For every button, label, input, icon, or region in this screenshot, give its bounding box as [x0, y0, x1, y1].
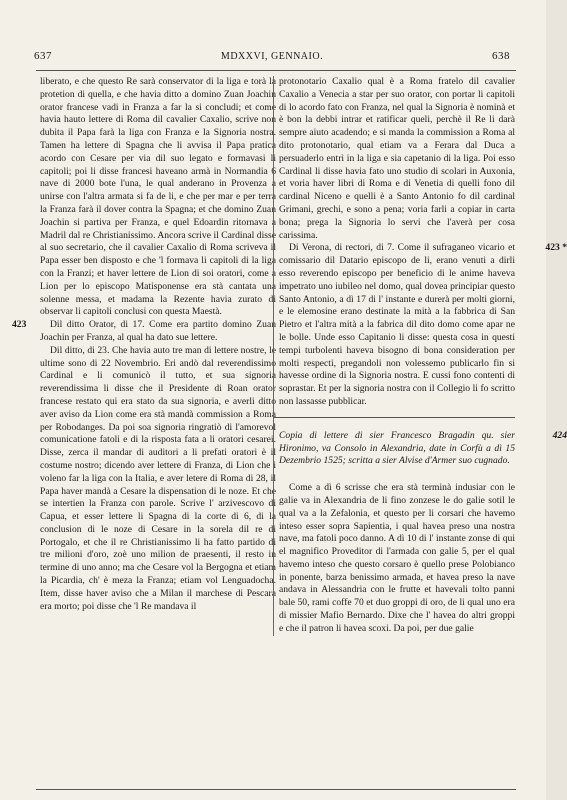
paragraph-text: Dil ditto Orator, di 17. Come era partito domino Zuan Joachin per Franza, al qual ha dato sue lettere.: [40, 319, 276, 343]
margin-number: 423: [12, 319, 27, 331]
paragraph-entry: [279, 242, 567, 408]
running-title: MDXXVI, GENNAIO.: [220, 51, 324, 62]
paragraph: Dil ditto, di 23. Che havia auto tre man di lettere nostre, le ultime sono di 22 Novembrio. Eri andò dal reverendissimo Cardinal e li comunicò il tutto, et sua signoria reverendissima li disse che il Presidente di Roan orator francese restato qui era stato da sua signoria, e averli ditto aver aviso da Lion come era stà mandà commission a Roma per Robodanges. Da poi soa signoria ringratiò di l'amorevol comunicatione fatoli e di la risposta fata a li oratori cesarei. Disse, zerca il mandar di auditori a li prefati oratori è il costume nostro; dicendo aver lettere di Franza, di Lion che i voleno far la liga con la Italia, e aver letere di Roma di 28, il Papa haver mandà a Cesare la dispensation di le noze. Et che se intertien la Franza con parole. Scrive l' arzivescovo di Capua, et esser lettere li Spagna di la corte di 6, di la conclusion di le noze di Cesare in la sorela dil re di Portogalo, et che il re Christianissimo li ha fatto partido di tre milioni d'oro, zoè uno milion de praesenti, il resto in termine di uno anno; ma che Cesare vol la Bergogna et etiam la Picardia, ch' è meza la Franza; etiam vol Lenguadocha. Item, disse haver aviso che a Milan il marchese di Pescara era morto; poi disse che 'l Re mandava il: [40, 344, 276, 612]
running-header: [34, 50, 510, 66]
header-rule: [36, 70, 516, 71]
paragraph: liberato, e che questo Re sarà conservator di la liga e torà la protetion di quella, e che havia ditto a domino Zuan Joachin orator francese vadi in Franza a far la si concludi; et come havia hauto lettere di Roma dil cavalier Caxalio, scrive non dubita il Papa farà la liga con Franza e la Signoria nostra. Tamen ha lettere di Spagna che li avvisa il Papa pratica acordo con Cesare per via dil suo legato e formavasi li capitoli; poi li disse francesi haveano armà in Normandia 6 nave di 2000 bote l'una, le qual anderano in Provenza a unirse con l'altra armata si fa de li, e che per mar e per terra la Franza farà il dover contra la Spagna; et che domino Zuan Joachin si partiva per Franza, e quel Edoardin ritornava a Madril dal re Christianissimo. Ancora scrive il Cardinal disse al suo secretario, che il cavalier Caxalio di Roma scriveva il Papa esser ben disposto e che 'l formava li capitoli di la liga con la Franzi; et haver lettere de Lion di soi oratori, come a Lion per lo episcopo Matisponense era stà cantata una solenne messa, et madama la Rezente havia zurato di observar li capitoli conclusi con questa Maestà.: [40, 76, 276, 318]
paragraph: protonotario Caxalio qual è a Roma fratelo dil cavalier Caxalio a Venecia a star per suo orator, con portar li capitoli di lo acordo fato con Franza, nel qual la Signoria è nominà et è bon la debbi intrar et ratificar queli, perchè il Re li darà sempre aiuto acadendo; e si manda la commission a Roma al dito protonotario, qual etiam va a Ferara dal Duca a persuaderlo entrì in la liga e sia capetanio di la liga. Poi esso Cardinal li disse havia fato uno studio di scolari in Auxonia, et voria haver libri di Roma e di Venetia di quelli fono dil cardinal Niceno e quelli è a Santo Antonio fo dil cardinal Grimani, grechi, e sono a pena; voria farli a copiar in carta bona; prega la Signoria lo servi che l'averà per cosa carissima.: [279, 76, 515, 241]
section-rule: [273, 417, 515, 418]
heading-text: Copia di lettere di sier Francesco Bragadin qu. sier Hironimo, va Consolo in Alexandria, date in Corfù a dì 15 Dezembrio 1525; scritta a sier Alvise d'Armer suo cugnado.: [279, 429, 515, 467]
margin-number: 423 *: [545, 242, 567, 254]
page-number-left: 637: [34, 50, 52, 62]
margin-number: 424: [552, 429, 567, 441]
left-column: [12, 76, 276, 613]
footer-rule: [36, 789, 516, 790]
paragraph-entry: [12, 319, 276, 345]
paragraph: Come a dì 6 scrisse che era stà terminà indusiar con le galie va in Alexandria de li fino zonzese le do galie sotil le qual va a la Zefalonia, et questo per li corsari che havemo inteso esser sopra Sapientia, i qual havea preso una nostra nave, ma fatoli poco danno. A dì 10 di l' instante zonse di qui el magnifico Proveditor di l'armada con galie 5, per el qual havemo inteso che questo corsaro è quello prese Polobianco in ponente, barza benissimo armada, et havea preso la nave andava in Alessandria con le frutte et havevali tolto panni bale 50, rami coffe 70 et duo groppi di oro, de li qual uno era di missier Mafio Bernardo. Dixe che l' havea do altri groppi e che il patron li havea scoxi. Da poi, per due galie: [279, 482, 515, 634]
letter-heading: [279, 429, 567, 468]
right-column: [279, 76, 567, 636]
paragraph-text: Di Verona, di rectori, di 7. Come il sufraganeo vicario et comissario dil Datario episcopo de li, erano venuti a dirli esso reverendo episcopo per beneficio di le anime haveva impetrato uno iubileo nel domo, qual dovea principiar questo Santo Antonio, a dì 17 di l' instante e durerà per molti giorni, e le elemosine erano destinate la mità a la fabbrica di San Pietro et l'altra mità a la fabrica dil dito domo come apar ne le bolle. Unde esso Capitanio li disse: questa cosa in questi tempi turbolenti haveva bisogno di bona consideration per molti respecti, pregandoli non volessemo publicarlo fin si havesse ordine di la Signoria nostra. E cussi fono contenti di soprastar. Et per la signoria nostra con il Collegio li fo scritto non lassasse pubblicar.: [279, 242, 515, 407]
page-number-right: 638: [492, 50, 510, 62]
